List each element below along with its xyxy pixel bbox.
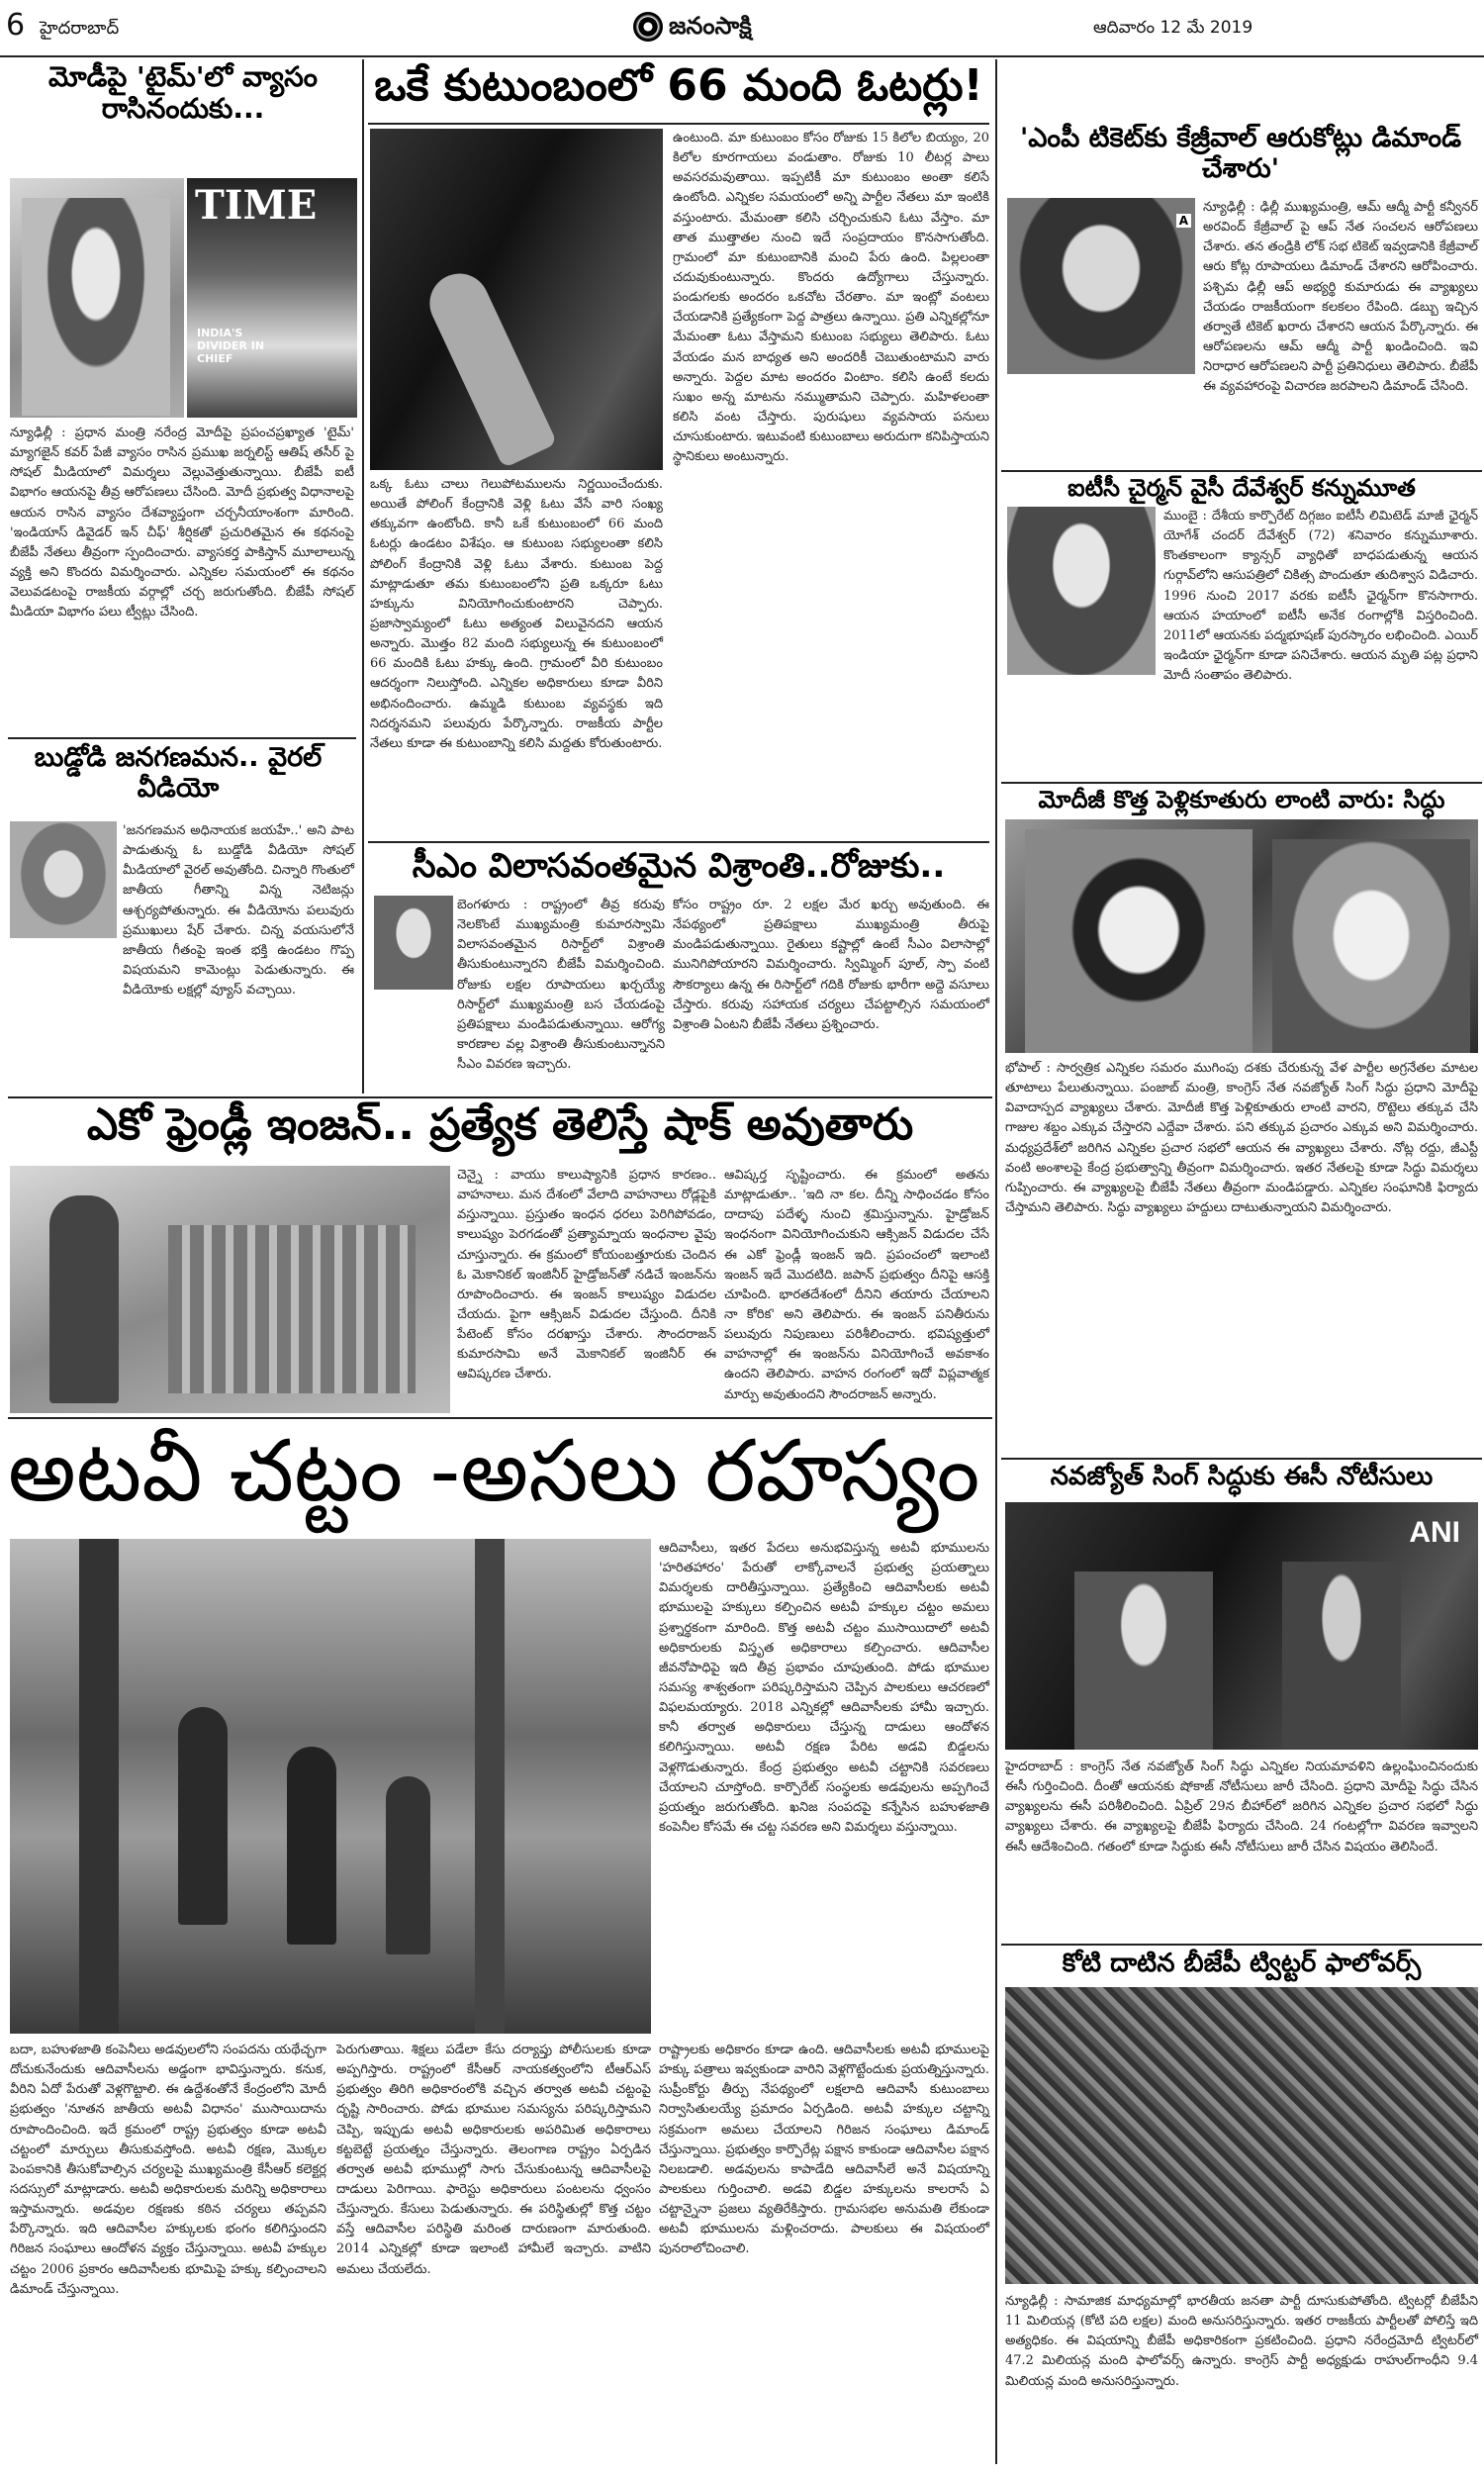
issue-date: ఆదివారం 12 మే 2019 [1093, 18, 1253, 38]
cover-headline: INDIA'S DIVIDER IN CHIEF [197, 327, 265, 366]
article-body-sidhu-notice: హైదరాబాద్ : కాంగ్రెస్ నేత నవజ్యోత్ సింగ్ సిద్ధు ఎన్నికల నియమావళిని ఉల్లంఘించినందుకు ఈసీ గుర్తించింది. దీంతో ఆయనకు షోకాజ్ నోటీసులు జారీ చేసింది. ప్రధాని మోదీపై సిద్ధు చేసిన వ్యాఖ్యలను ఈసీ పరిశీలించింది. ఏప్రిల్ 29న బీహార్‌లో జరిగిన ఎన్నికల ప్రచార సభలో సిద్ధు వ్యాఖ్యలు చేశారు. ఈ వ్యాఖ్యలపై బీజేపీ ఫిర్యాదు చేసింది. 24 గంటల్లోగా వివరణ ఇవ్వాలని ఈసీ ఆదేశించింది. గతంలో కూడా సిద్ధుకు ఈసీ నోటీసులు జారీ చేసిన విషయం తెలిసిందే. [1005, 1760, 1478, 1855]
headline-kejriwal-ticket: 'ఎంపీ టికెట్‌కు కేజ్రీవాల్ ఆరుకోట్లు డిమాండ్ చేశారు' [1019, 123, 1462, 185]
headline-66-voters: ఒకే కుటుంబంలో 66 మంది ఓటర్లు! [374, 60, 983, 111]
finger-shape [420, 264, 558, 469]
headline-itc-chairman: ఐటీసీ చైర్మన్ వైసీ దేవేశ్వర్ కన్నుమూత [1067, 474, 1416, 502]
photo-bjp-rally-crowd [1005, 1987, 1478, 2284]
article-body-bjp-twitter: న్యూఢిల్లీ : సామాజిక మాధ్యమాల్లో భారతీయ జనతా పార్టీ దూసుకుపోతోంది. ట్విటర్లో బీజేపీని 11 మిలియన్ల (కోటి పది లక్షల) మంది అనుసరిస్తున్నారు. ఇతర రాజకీయ పార్టీలతో పోలిస్తే ఇది అత్యధికం. ఈ విషయాన్ని బీజేపీ అధికారికంగా ప్రకటించింది. ప్రధాని నరేంద్రమోదీ ట్విటర్‌లో 47.2 మిలియన్ల మంది ఫాలోవర్స్ ఉన్నారు. కాంగ్రెస్ పార్టీ అధ్యక్షుడు రాహుల్‌గాంధీని 9.4 మిలియన్ల మంది అనుసరిస్తున్నారు. [1005, 2294, 1478, 2389]
column-rule [362, 59, 364, 1094]
time-logo: TIME [195, 182, 318, 229]
headline-cm-vacation: సీఎం విలాసవంతమైన విశ్రాంతి..రోజుకు.. [412, 846, 946, 886]
photo-sidhu-and-modi [1005, 819, 1478, 1053]
photo-sidhu-press [1005, 1502, 1478, 1750]
headline-eco-engine: ఎకో ఫ్రెండ్లీ ఇంజన్.. ప్రత్యేక తెలిస్తే షాక్ అవుతారు [86, 1099, 914, 1150]
article-body-time: న్యూఢిల్లీ : ప్రధాన మంత్రి నరేంద్ర మోదీపై ప్రపంచప్రఖ్యాత 'టైమ్' మ్యాగజైన్ కవర్ పేజీ వ్యాసం రాసిన ప్రముఖ జర్నలిస్ట్ ఆతిష్ తసీర్ పై సోషల్ మీడియాలో విమర్శలు వెల్లువెత్తుతున్నాయి. బీజేపీ ఐటీ విభాగం ఆయనపై తీవ్ర ఆరోపణలు చేసింది. మోదీ ప్రభుత్వ విధానాలపై ఆయన రాసిన వ్యాసం దేశవ్యాప్తంగా చర్చనీయాంశంగా మారింది. 'ఇండియాస్ డివైడర్ ఇన్ చీఫ్' శీర్షికతో ప్రచురితమైన ఈ కథనంపై బీజేపీ నేతలు తీవ్రంగా స్పందించారు. వ్యాసకర్త పాకిస్తాన్ మూలాలున్న వ్యక్తి అని కొందరు విమర్శించారు. ఎన్నికల సమయంలో ఈ కథనం వెలువడటంపై రాజకీయ వర్గాల్లో చర్చ జరుగుతోంది. బీజేపీ సోషల్ మీడియా విభాగం పలు ట్వీట్లు చేసింది. [10, 426, 354, 620]
modi-portrait [1272, 839, 1470, 1053]
article-body-forest-act-4: రాష్ట్రాలకు అధికారం కూడా ఉంది. ఆదివాసీలకు అటవీ భూములపై హక్కు పత్రాలు ఇవ్వకుండా వారిని వెళ్లగొట్టేందుకు ప్రయత్నిస్తున్నారు. సుప్రీంకోర్టు తీర్పు నేపథ్యంలో లక్షలాది ఆదివాసీ కుటుంబాలు నిర్వాసితులయ్యే ప్రమాదం ఏర్పడింది. అటవీ హక్కుల చట్టాన్ని సక్రమంగా అమలు చేయాలని గిరిజన సంఘాలు డిమాండ్ చేస్తున్నాయి. ప్రభుత్వం కార్పొరేట్ల పక్షాన కాకుండా ఆదివాసీల పక్షాన నిలబడాలి. అడవులను కాపాడేది ఆదివాసీలే అనే విషయాన్ని పాలకులు గుర్తించాలి. అడవి బిడ్డల హక్కులను కాలరాసే ఏ చట్టాన్నైనా ప్రజలు వ్యతిరేకిస్తారు. గ్రామసభల అనుమతి లేకుండా అటవీ భూములను మళ్లించరాదు. పాలకులు ఈ విషయంలో పునరాలోచించాలి. [659, 2043, 989, 2257]
photo-devehwar [1007, 507, 1156, 675]
photo-credit: ANI [1409, 1516, 1460, 1549]
engineer-figure [49, 1195, 119, 1403]
photo-inked-finger [370, 129, 663, 470]
section-rule [8, 737, 356, 739]
article-body-forest-act-3: పెరుగుతాయి. శిక్షలు పడేలా కేసు దర్యాప్తు పోలీసులకు కూడా అప్పగిస్తారు. రాష్ట్రంలో కేసీఆర్ నాయకత్వంలోని టీఆర్ఎస్ ప్రభుత్వం తిరిగి అధికారంలోకి వచ్చిన తర్వాత అటవీ చట్టంపై దృష్టి సారించారు. పోడు భూముల సమస్యను పరిష్కరిస్తామని చెప్పి, ఇప్పుడు అటవీ అధికారులకు అపరిమిత అధికారాలు కట్టబెట్టే ప్రయత్నం చేస్తున్నారు. తెలంగాణ రాష్ట్రం ఏర్పడిన తర్వాత అటవీ భూముల్లో సాగు చేసుకుంటున్న ఆదివాసీలపై దాడులు పెరిగాయి. ఫారెస్టు అధికారులు పంటలను ధ్వంసం చేస్తున్నారు. కేసులు పెడుతున్నారు. ఈ పరిస్థితుల్లో కొత్త చట్టం వస్తే ఆదివాసీల పరిస్థితి మరింత దారుణంగా మారుతుంది. 2014 ఎన్నికల్లో కూడా ఇలాంటి హామీలే ఇచ్చారు. వాటిని అమలు చేయలేదు. [336, 2043, 651, 2277]
section-rule [368, 123, 989, 125]
section-rule [1001, 470, 1482, 472]
photo-adivasi-women [10, 1539, 651, 2034]
headline-forest-act: అటవీ చట్టం -అసలు రహస్యం [8, 1422, 980, 1521]
article-body-66-voters: ఒక్క ఓటు చాలు గెలుపోటములను నిర్ణయించేందుకు. అయితే పోలింగ్ కేంద్రానికి వెళ్లి ఓటు వేసే వారి సంఖ్య తక్కువగా ఉంటోంది. కానీ ఒకే కుటుంబంలో 66 మంది ఓటర్లు ఉండటం విశేషం. ఆ కుటుంబ సభ్యులంతా కలిసి పోలింగ్ కేంద్రానికి వెళ్లి ఓటు వేశారు. కుటుంబ పెద్ద మాట్లాడుతూ తమ కుటుంబంలోని ప్రతి ఒక్కరూ ఓటు హక్కును వినియోగించుకుంటారని చెప్పారు. ప్రజాస్వామ్యంలో ఓటు అత్యంత విలువైనదని ఆయన అన్నారు. మొత్తం 82 మంది సభ్యులున్న ఈ కుటుంబంలో 66 మందికి ఓటు హక్కు ఉంది. గ్రామంలో వీరి కుటుంబం ఆదర్శంగా నిలుస్తోంది. ఎన్నికల అధికారులు కూడా వీరిని అభినందించారు. ఉమ్మడి కుటుంబ వ్యవస్థకు ఇది నిదర్శనమని పలువురు పేర్కొన్నారు. రాజకీయ పార్టీల నేతలు కూడా ఈ కుటుంబాన్ని కలిసి మద్దతు కోరుతుంటారు. [370, 477, 663, 751]
article-body-viral-video: 'జనగణమన అధినాయక జయహే..' అని పాట పాడుతున్న ఓ బుడ్డోడి వీడియో సోషల్ మీడియాలో వైరల్ అవుతోంది. చిన్నారి గొంతులో జాతీయ గీతాన్ని విన్న నెటిజన్లు ఆశ్చర్యపోతున్నారు. ఈ వీడియోను పలువురు ప్రముఖులు షేర్ చేశారు. చిన్న వయసులోనే జాతీయ గీతంపై ఇంత భక్తి ఉండటం గొప్ప విషయమని కామెంట్లు పెడుతున్నారు. ఈ వీడియోకు లక్షల్లో వ్యూస్ వచ్చాయి. [123, 823, 354, 999]
article-body-cm-vacation: బెంగళూరు : రాష్ట్రంలో తీవ్ర కరువు నెలకొంటే ముఖ్యమంత్రి కుమారస్వామి విలాసవంతమైన రిసార్ట్‌లో విశ్రాంతి తీసుకుంటున్నారని బీజేపీ విమర్శించింది. రోజుకు లక్షల రూపాయలు ఖర్చయ్యే రిసార్ట్‌లో ముఖ్యమంత్రి బస చేయడంపై ప్రతిపక్షాలు మండిపడుతున్నాయి. ఆరోగ్య కారణాల వల్ల విశ్రాంతి తీసుకుంటున్నానని సీఎం వివరణ ఇచ్చారు. [457, 898, 665, 1073]
headline-bjp-twitter: కోటి దాటిన బీజేపీ ట్విట్టర్ ఫాలోవర్స్ [1062, 1949, 1422, 1978]
headline-sidhu-notice: నవజ్యోత్ సింగ్ సిద్ధుకు ఈసీ నోటీసులు [1050, 1462, 1434, 1491]
section-rule [8, 1417, 992, 1419]
section-rule [1001, 782, 1482, 784]
paper-logo [633, 6, 851, 49]
walking-figure [178, 1707, 228, 1925]
press-figure [1282, 1562, 1401, 1750]
article-body-66-voters-continued: ఉంటుంది. మా కుటుంబం కోసం రోజుకు 15 కిలోల బియ్యం, 20 కిలోల కూరగాయలు వండుతాం. రోజుకు 10 లీటర్ల పాలు అవసరమవుతాయి. ఇప్పటికీ మా కుటుంబం అంతా కలిసే ఉంటోంది. ఎన్నికల సమయంలో అన్ని పార్టీల నేతలు మా ఇంటికి వస్తుంటారు. మేమంతా కలిసి చర్చించుకుని ఓటు వేస్తాం. మా తాత ముత్తాతల నుంచి ఇదే సంప్రదాయం కొనసాగుతోంది. గ్రామంలో మా కుటుంబానికి మంచి పేరు ఉంది. పిల్లలంతా చదువుకుంటున్నారు. కొందరు ఉద్యోగాలు చేస్తున్నారు. పండుగలకు అందరం ఒకచోట చేరతాం. మా ఇంట్లో వంటలు చేయడానికి ప్రత్యేకంగా పెద్ద పాత్రలు ఉన్నాయి. ప్రతి ఎన్నికల్లోనూ మేమంతా ఓటు వేస్తామని కుటుంబ సభ్యులు తెలిపారు. ఓటు వేయడం మన బాధ్యత అని అందరికీ చెబుతుంటామని వారు అన్నారు. పెద్దల మాట అందరం వింటాం. కలిసి ఉంటే కలదు సుఖం అన్న మాటను నమ్ముతామని చెప్పారు. మహిళలంతా కలిసి వంట చేస్తారు. పురుషులు వ్యవసాయ పనులు చూసుకుంటారు. ఇటువంటి కుటుంబాలు అరుదుగా కనిపిస్తాయని స్థానికులు అంటున్నారు. [673, 131, 989, 465]
article-body-kejriwal-ticket: న్యూఢిల్లీ : ఢిల్లీ ముఖ్యమంత్రి, ఆమ్ ఆద్మీ పార్టీ కన్వీనర్ అరవింద్ కేజ్రీవాల్ పై ఆప్ నేత సంచలన ఆరోపణలు చేశారు. తన తండ్రికి లోక్ సభ టికెట్ ఇవ్వడానికి కేజ్రీవాల్ ఆరు కోట్ల రూపాయలు డిమాండ్ చేశారని ఆరోపించారు. పశ్చిమ ఢిల్లీ ఆప్ అభ్యర్థి కుమారుడు ఈ వ్యాఖ్యలు చేయడం రాజకీయంగా కలకలం రేపింది. డబ్బు ఇచ్చిన తర్వాతే టికెట్ ఖరారు చేశారని ఆయన పేర్కొన్నారు. ఈ ఆరోపణలను ఆమ్ ఆద్మీ పార్టీ ఖండించింది. ఇవి నిరాధార ఆరోపణలని పార్టీ ప్రతినిధులు తెలిపారు. బీజేపీ ఈ వ్యవహారంపై విచారణ జరపాలని డిమాండ్ చేసింది. [1203, 200, 1478, 395]
article-body-itc-chairman: ముంబై : దేశీయ కార్పొరేట్ దిగ్గజం ఐటీసీ లిమిటెడ్ మాజీ ఛైర్మన్ యోగేశ్ చందర్ దేవేశ్వర్ (72) శనివారం కన్నుమూశారు. కొంతకాలంగా క్యాన్సర్ వ్యాధితో బాధపడుతున్న ఆయన గుర్గావ్‌లోని ఆసుపత్రిలో చికిత్స పొందుతూ తుదిశ్వాస విడిచారు. 1996 నుంచి 2017 వరకు ఐటీసీ ఛైర్మన్‌గా కొనసాగారు. ఆయన హయాంలో ఐటీసీ అనేక రంగాల్లోకి విస్తరించింది. 2011లో ఆయనకు పద్మభూషణ్ పురస్కారం లభించింది. ఎయిర్ ఇండియా ఛైర్మన్‌గా కూడా పనిచేశారు. ఆయన మృతి పట్ల ప్రధాని మోదీ సంతాపం తెలిపారు. [1163, 509, 1478, 684]
press-figure [1074, 1571, 1213, 1750]
article-body-sidhu-remark: భోపాల్ : సార్వత్రిక ఎన్నికల సమరం ముగింపు దశకు చేరుకున్న వేళ పార్టీల అగ్రనేతల మాటల తూటాలు పేలుతున్నాయి. పంజాబ్ మంత్రి, కాంగ్రెస్ నేత నవజ్యోత్ సింగ్ సిద్ధు ప్రధాని మోదీపై వివాదాస్పద వ్యాఖ్యలు చేశారు. మోదీజీ కొత్త పెళ్లికూతురు లాంటి వారని, రొట్టెలు తక్కువ చేసి గాజుల శబ్దం ఎక్కువ చేస్తారని ఎద్దేవా చేశారు. పని తక్కువ ప్రచారం ఎక్కువ అని విమర్శించారు. మధ్యప్రదేశ్‌లో జరిగిన ఎన్నికల ప్రచార సభలో ఆయన ఈ వ్యాఖ్యలు చేశారు. నోట్ల రద్దు, జీఎస్టీ వంటి అంశాలపై కేంద్ర ప్రభుత్వాన్ని తీవ్రంగా విమర్శించారు. ఇతర నేతలపై కూడా సిద్ధు విమర్శలు గుప్పించారు. ఈ వ్యాఖ్యలపై బీజేపీ నేతలు తీవ్రంగా మండిపడ్డారు. ఎన్నికల సంఘానికి ఫిర్యాదు చేస్తామని తెలిపారు. సిద్ధు వ్యాఖ్యలు హద్దులు దాటుతున్నాయని విమర్శించారు. [1005, 1061, 1478, 1215]
walking-figure [386, 1776, 430, 1954]
section-rule [1001, 1458, 1482, 1460]
masthead [0, 0, 1484, 57]
headline-time: మోడీపై 'టైమ్'లో వ్యాసం రాసినందుకు... [48, 60, 318, 126]
article-body-eco-engine: చెన్నై : వాయు కాలుష్యానికి ప్రధాన కారణం.. వాహనాలు. మన దేశంలో వేలాది వాహనాలు రోడ్లపైకి వస్తున్నాయి. ప్రస్తుతం ఇంధన ధరలు పెరిగిపోవడం, కాలుష్యం పెరగడంతో ప్రత్యామ్నాయ ఇంధనాల వైపు చూస్తున్నారు. ఈ క్రమంలో కోయంబత్తూరుకు చెందిన ఓ మెకానికల్ ఇంజినీర్ హైడ్రోజన్‌తో నడిచే ఇంజన్‌ను రూపొందించారు. ఈ ఇంజన్ కాలుష్యం విడుదల చేయదు. పైగా ఆక్సిజన్ విడుదల చేస్తుంది. దీనికి పేటెంట్ కోసం దరఖాస్తు చేశారు. సౌందరాజన్ కుమారసామి అనే మెకానికల్ ఇంజినీర్ ఈ ఆవిష్కరణ చేశారు. [457, 1168, 716, 1382]
walking-figure [287, 1747, 336, 1945]
city-label: హైదరాబాద్ [40, 18, 120, 39]
logo-emblem-icon [633, 12, 663, 42]
photo-candidate-son [1007, 198, 1195, 374]
tree-trunk [79, 1539, 119, 2034]
photo-tag: A [1176, 214, 1191, 228]
masthead-rule [0, 55, 1484, 57]
sidhu-portrait [1025, 829, 1252, 1053]
section-rule [1001, 1944, 1482, 1946]
page-number: 6 [6, 8, 26, 43]
paper-name: జనంసాక్షి [669, 12, 752, 40]
photo-kumaraswamy [374, 896, 453, 990]
photo-child-video [10, 821, 117, 938]
section-rule [8, 1096, 992, 1098]
headline-sidhu-remark: మోదీజీ కొత్త పెళ్లికూతురు లాంటి వారు: సిద్ధు [1038, 786, 1445, 813]
article-body-forest-act-1: ఆదివాసీలు, ఇతర పేదలు అనుభవిస్తున్న అటవీ భూములను 'హరితహారం' పేరుతో లాక్కోవాలనే ప్రభుత్వ ప్రయత్నాలు విమర్శలకు దారితీస్తున్నాయి. ప్రత్యేకించి ఆదివాసీలకు అటవీ భూములపై హక్కులు కల్పించిన అటవీ హక్కుల చట్టం అమలు ప్రశ్నార్థకంగా మారింది. కొత్త అటవీ చట్టం ముసాయిదాలో అటవీ అధికారులకు విస్తృత అధికారాలు కల్పించారు. ఆదివాసీల జీవనోపాధిపై ఇది తీవ్ర ప్రభావం చూపుతుంది. పోడు భూముల సమస్య శాశ్వతంగా పరిష్కరిస్తామని చెప్పిన పాలకులు ఆచరణలో విఫలమయ్యారు. 2018 ఎన్నికల్లో ఆదివాసీలకు హామీ ఇచ్చారు. కానీ తర్వాత అధికారులు చేస్తున్న దాడులు ఆందోళన కలిగిస్తున్నాయి. అటవీ రక్షణ పేరిట అడవి బిడ్డలను వెళ్లగొడుతున్నారు. కేంద్ర ప్రభుత్వం అటవీ చట్టానికి సవరణలు చేయాలని చూస్తోంది. కార్పొరేట్ సంస్థలకు అడవులను అప్పగించే ప్రయత్నం జరుగుతోంది. ఖనిజ సంపదపై కన్నేసిన బహుళజాతి కంపెనీల కోసమే ఈ చట్ట సవరణ అని విమర్శలు వస్తున్నాయి. [659, 1541, 989, 1835]
section-rule [368, 841, 989, 843]
photo-author-and-cover [10, 178, 354, 418]
article-body-eco-engine-continued: ఆవిష్కర్త సృష్టించారు. ఈ క్రమంలో అతను మాట్లాడుతూ.. 'ఇది నా కల. దీన్ని సాధించడం కోసం దాదాపు పదేళ్ళ నుంచి శ్రమిస్తున్నాను. హైడ్రోజన్ ఇంధనంగా వినియోగించుకుని ఆక్సిజన్ విడుదల చేసే ఈ ఎకో ఫ్రెండ్లీ ఇంజన్ ఇది. ప్రపంచంలో ఇలాంటి ఇంజన్ ఇదే మొదటిది. జపాన్ ప్రభుత్వం దీనిపై ఆసక్తి చూపింది. భారతదేశంలో దీనిని తయారు చేయాలని నా కోరిక' అని తెలిపారు. ఈ ఇంజన్ పనితీరును పలువురు నిపుణులు పరిశీలించారు. భవిష్యత్తులో వాహనాల్లో ఈ ఇంజన్‌ను వినియోగించే అవకాశం ఉందని తెలిపారు. వాహన రంగంలో ఇదో విప్లవాత్మక మార్పు అవుతుందని సౌందరాజన్ అన్నారు. [724, 1168, 989, 1402]
author-portrait [22, 198, 170, 416]
photo-eco-engine [10, 1166, 450, 1413]
engine-machine [168, 1225, 416, 1393]
article-body-cm-vacation-continued: కోసం రాష్ట్రం రూ. 2 లక్షల మేర ఖర్చు అవుతుంది. ఈ నేపథ్యంలో ప్రతిపక్షాలు ముఖ్యమంత్రి తీరుపై మండిపడుతున్నాయి. రైతులు కష్టాల్లో ఉంటే సీఎం విలాసాల్లో మునిగిపోయారని విమర్శించారు. స్విమ్మింగ్ పూల్, స్పా వంటి సౌకర్యాలు ఉన్న ఈ రిసార్ట్‌లో గదికి రోజుకు భారీగా అద్దె వసూలు చేస్తారు. కరువు సహాయక చర్యలు చేపట్టాల్సిన సమయంలో విశ్రాంతి ఏంటని బీజేపీ నేతలు ప్రశ్నించారు. [673, 898, 989, 1032]
headline-viral-video: బుడ్డోడి జనగణమన.. వైరల్ వీడియో [34, 742, 323, 805]
time-cover [184, 178, 357, 418]
tree-trunk [475, 1539, 505, 2034]
article-body-forest-act-2: బదా, బహుళజాతి కంపెనీలు అడవులలోని సంపదను యథేచ్ఛగా దోచుకునేందుకు ఆదివాసీలను అడ్డంగా భావిస్తున్నారు. కనుక, వీరిని ఏదో పేరుతో వెళ్లగొట్టాలి. ఈ ఉద్దేశంతోనే కేంద్రంలోని మోదీ ప్రభుత్వం 'నూతన జాతీయ అటవీ విధానం' ముసాయిదాను రూపొందించింది. ఇదే క్రమంలో రాష్ట్ర ప్రభుత్వం కూడా అటవీ చట్టంలో మార్పులు తీసుకువస్తోంది. అటవీ రక్షణ, మొక్కల పెంపకానికి తీసుకోవాల్సిన చర్యలపై ముఖ్యమంత్రి కేసీఆర్ కలెక్టర్ల సదస్సులో మాట్లాడారు. అటవీ అధికారులకు మరిన్ని అధికారాలు ఇస్తామన్నారు. అడవుల రక్షణకు కఠిన చర్యలు తప్పవని పేర్కొన్నారు. ఇది ఆదివాసీల హక్కులకు భంగం కలిగిస్తుందని గిరిజన సంఘాలు ఆందోళన వ్యక్తం చేస్తున్నాయి. అటవీ హక్కుల చట్టం 2006 ప్రకారం ఆదివాసీలకు భూమిపై హక్కు కల్పించాలని డిమాండ్ చేస్తున్నాయి. [10, 2043, 326, 2297]
column-rule [995, 59, 997, 2464]
